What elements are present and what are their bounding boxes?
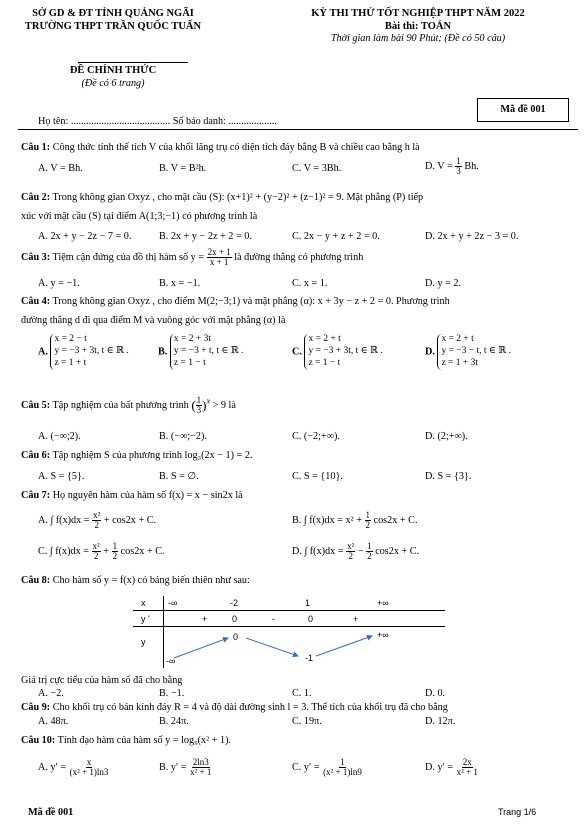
q2-c: C. 2x − y + z + 2 = 0. — [292, 231, 380, 242]
q8-d: D. 0. — [425, 688, 446, 699]
q9-d: D. 12π. — [425, 716, 456, 727]
row-yp-label: y ' — [141, 614, 150, 624]
yp-zero-1: 0 — [232, 614, 238, 624]
question-1: Câu 1: Công thức tính thể tích V của khối lăng trụ có diện tích đáy bằng B và chiều cao bằng h là — [21, 142, 420, 153]
question-4: Câu 4: Trong không gian Oxyz , cho điểm M(2;−3;1) và mặt phẳng (α): x + 3y − z + 2 = 0. Phương trình — [21, 296, 450, 307]
q6-d: D. S = {3}. — [425, 471, 472, 482]
question-10: Câu 10: Tính đạo hàm của hàm số y = log₉(x² + 1). — [21, 735, 232, 746]
q8-c: C. 1. — [292, 688, 312, 699]
q6-a: A. S = {5}. — [38, 471, 85, 482]
q3-a: A. y = −1. — [38, 278, 80, 289]
q7-a: A. ∫ f(x)dx = $\frac{\text{x²}}{2}$ + cos2x + C. — [38, 510, 157, 530]
question-3: Câu 3: Tiệm cận đứng của đồ thị hàm số y = $\frac{2x + 1}{x + 1}$ là đường thẳng có phương trình — [21, 247, 364, 267]
duration: Thời gian làm bài 90 Phút; (Đề có 50 câu) — [330, 33, 506, 44]
q2-b: B. 2x + y − 2z + 2 = 0. — [159, 231, 252, 242]
exam-title: KỲ THI THỬ TỐT NGHIỆP THPT NĂM 2022 — [311, 8, 525, 19]
q10-b: B. y′ = $\frac{2\ln 3}{\text{x² + 1}}$ — [159, 757, 212, 777]
table-rule-1 — [133, 610, 445, 611]
q9-a: A. 48π. — [38, 716, 69, 727]
q5-c: C. (−2;+∞). — [292, 431, 340, 442]
yp-sign-3: + — [353, 614, 359, 624]
q5-d: D. (2;+∞). — [425, 431, 468, 442]
q1-a: A. V = Bh. — [38, 163, 83, 174]
y-min: -1 — [305, 653, 314, 663]
q4-b: B. x = 2 + 3t y = −3 + t, t ∈ ℝ . z = 1 − t — [158, 334, 244, 368]
q8-after: Giá trị cực tiểu của hàm số đã cho bằng — [21, 675, 183, 686]
q10-d: D. y′ = $\frac{2x}{\text{x² + 1}}$ — [425, 757, 478, 777]
q3-d: D. y = 2. — [425, 278, 462, 289]
q4-d: D. x = 2 + t y = −3 − t, t ∈ ℝ . z = 1 + 3t — [425, 334, 511, 368]
x-val-2: -2 — [230, 598, 239, 608]
q6-c: C. S = {10}. — [292, 471, 343, 482]
code-label: Mã đề 001 — [500, 104, 546, 115]
y-minus-inf: -∞ — [166, 656, 176, 666]
variation-arrows — [160, 626, 400, 671]
q10-c: C. y′ = $\frac{1}{\text{(x² + 1)ln9}}$ — [292, 757, 362, 777]
question-8: Câu 8: Cho hàm số y = f(x) có bảng biến thiên như sau: — [21, 575, 250, 586]
question-9: Câu 9: Cho khối trụ có bán kính đáy R = 4 và độ dài đường sinh l = 3. Thể tích của khối trụ đã cho bằng — [21, 702, 448, 713]
row-y-label: y — [141, 637, 146, 647]
question-5: Câu 5: Tập nghiệm của bất phương trình ( $\frac{1}{3}$ )$^x$ > 9 là — [21, 395, 236, 415]
q8-b: B. −1. — [159, 688, 185, 699]
q9-c: C. 19π. — [292, 716, 322, 727]
q1-d: D. V = $\frac{1}{3}$ Bh. — [425, 156, 479, 176]
question-4-cont: đường thẳng d đi qua điểm M và vuông góc với mặt phẳng (α) là — [21, 315, 286, 326]
y-plus-inf: +∞ — [377, 630, 389, 640]
q6-b: B. S = ∅. — [159, 471, 199, 482]
q7-d: D. ∫ f(x)dx = $\frac{\text{x²}}{2}$ − $\frac{1}{2}$ cos2x + C. — [292, 541, 420, 561]
subject: Bài thi: TOÁN — [384, 21, 452, 32]
x-val-4: +∞ — [377, 598, 389, 608]
q9-b: B. 24π. — [159, 716, 189, 727]
yp-sign-1: + — [202, 614, 208, 624]
q7-c: C. ∫ f(x)dx = $\frac{\text{x²}}{2}$ + $\frac{1}{2}$ cos2x + C. — [38, 541, 165, 561]
school-name: TRƯỜNG THPT TRẦN QUỐC TUẤN — [24, 21, 202, 32]
dept-name: SỞ GD & ĐT TỈNH QUẢNG NGÃI — [32, 8, 194, 19]
q1-b: B. V = B²h. — [159, 163, 207, 174]
arrow-up-1 — [174, 638, 228, 658]
question-2-cont: xúc với mặt cầu (S) tại điểm A(1;3;−1) có phương trình là — [21, 211, 258, 222]
question-6: Câu 6: Tập nghiệm S của phương trình log₃(2x − 1) = 2. — [21, 450, 253, 461]
code-box — [477, 98, 569, 122]
q4-c: C. x = 2 + t y = −3 + 3t, t ∈ ℝ . z = 1 − t — [292, 334, 383, 368]
q5-b: B. (−∞;−2). — [159, 431, 207, 442]
q3-b: B. x = −1. — [159, 278, 201, 289]
q2-d: D. 2x + y + 2z − 3 = 0. — [425, 231, 519, 242]
yp-sign-2: - — [272, 614, 275, 624]
q1-c: C. V = 3Bh. — [292, 163, 342, 174]
q5-a: A. (−∞;2). — [38, 431, 81, 442]
q3-c: C. x = 1. — [292, 278, 328, 289]
header-rule — [18, 129, 578, 130]
arrow-down — [246, 638, 298, 656]
x-val-1: -∞ — [168, 598, 178, 608]
y-max: 0 — [233, 632, 239, 642]
q10-a: A. y′ = $\frac{x}{\text{(x² + 1)ln3}}$ — [38, 757, 109, 777]
arrow-up-2 — [316, 636, 372, 656]
footer-code: Mã đề 001 — [28, 807, 74, 818]
x-val-3: 1 — [305, 598, 311, 608]
row-x-label: x — [141, 598, 146, 608]
page-number: Trang 1/6 — [498, 807, 537, 817]
yp-zero-2: 0 — [308, 614, 314, 624]
q7-b: B. ∫ f(x)dx = x² + $\frac{1}{2}$ cos2x + C. — [292, 510, 418, 530]
question-2: Câu 2: Trong không gian Oxyz , cho mặt cầu (S): (x+1)² + (y−2)² + (z−1)² = 9. Mặt phẳng (P) tiếp — [21, 192, 424, 203]
question-7: Câu 7: Họ nguyên hàm của hàm số f(x) = x − sin2x là — [21, 490, 243, 501]
page-count: (Đề có 6 trang) — [81, 78, 145, 89]
divider — [78, 62, 188, 63]
q8-a: A. −2. — [38, 688, 64, 699]
official-label: ĐỀ CHÍNH THỨC — [69, 65, 157, 76]
name-line: Họ tên: ....................................... Số báo danh: ................... — [38, 116, 277, 127]
q2-a: A. 2x + y − 2z − 7 = 0. — [38, 231, 132, 242]
q4-a: A. x = 2 − t y = −3 + 3t, t ∈ ℝ . z = 1 + t — [38, 334, 129, 368]
